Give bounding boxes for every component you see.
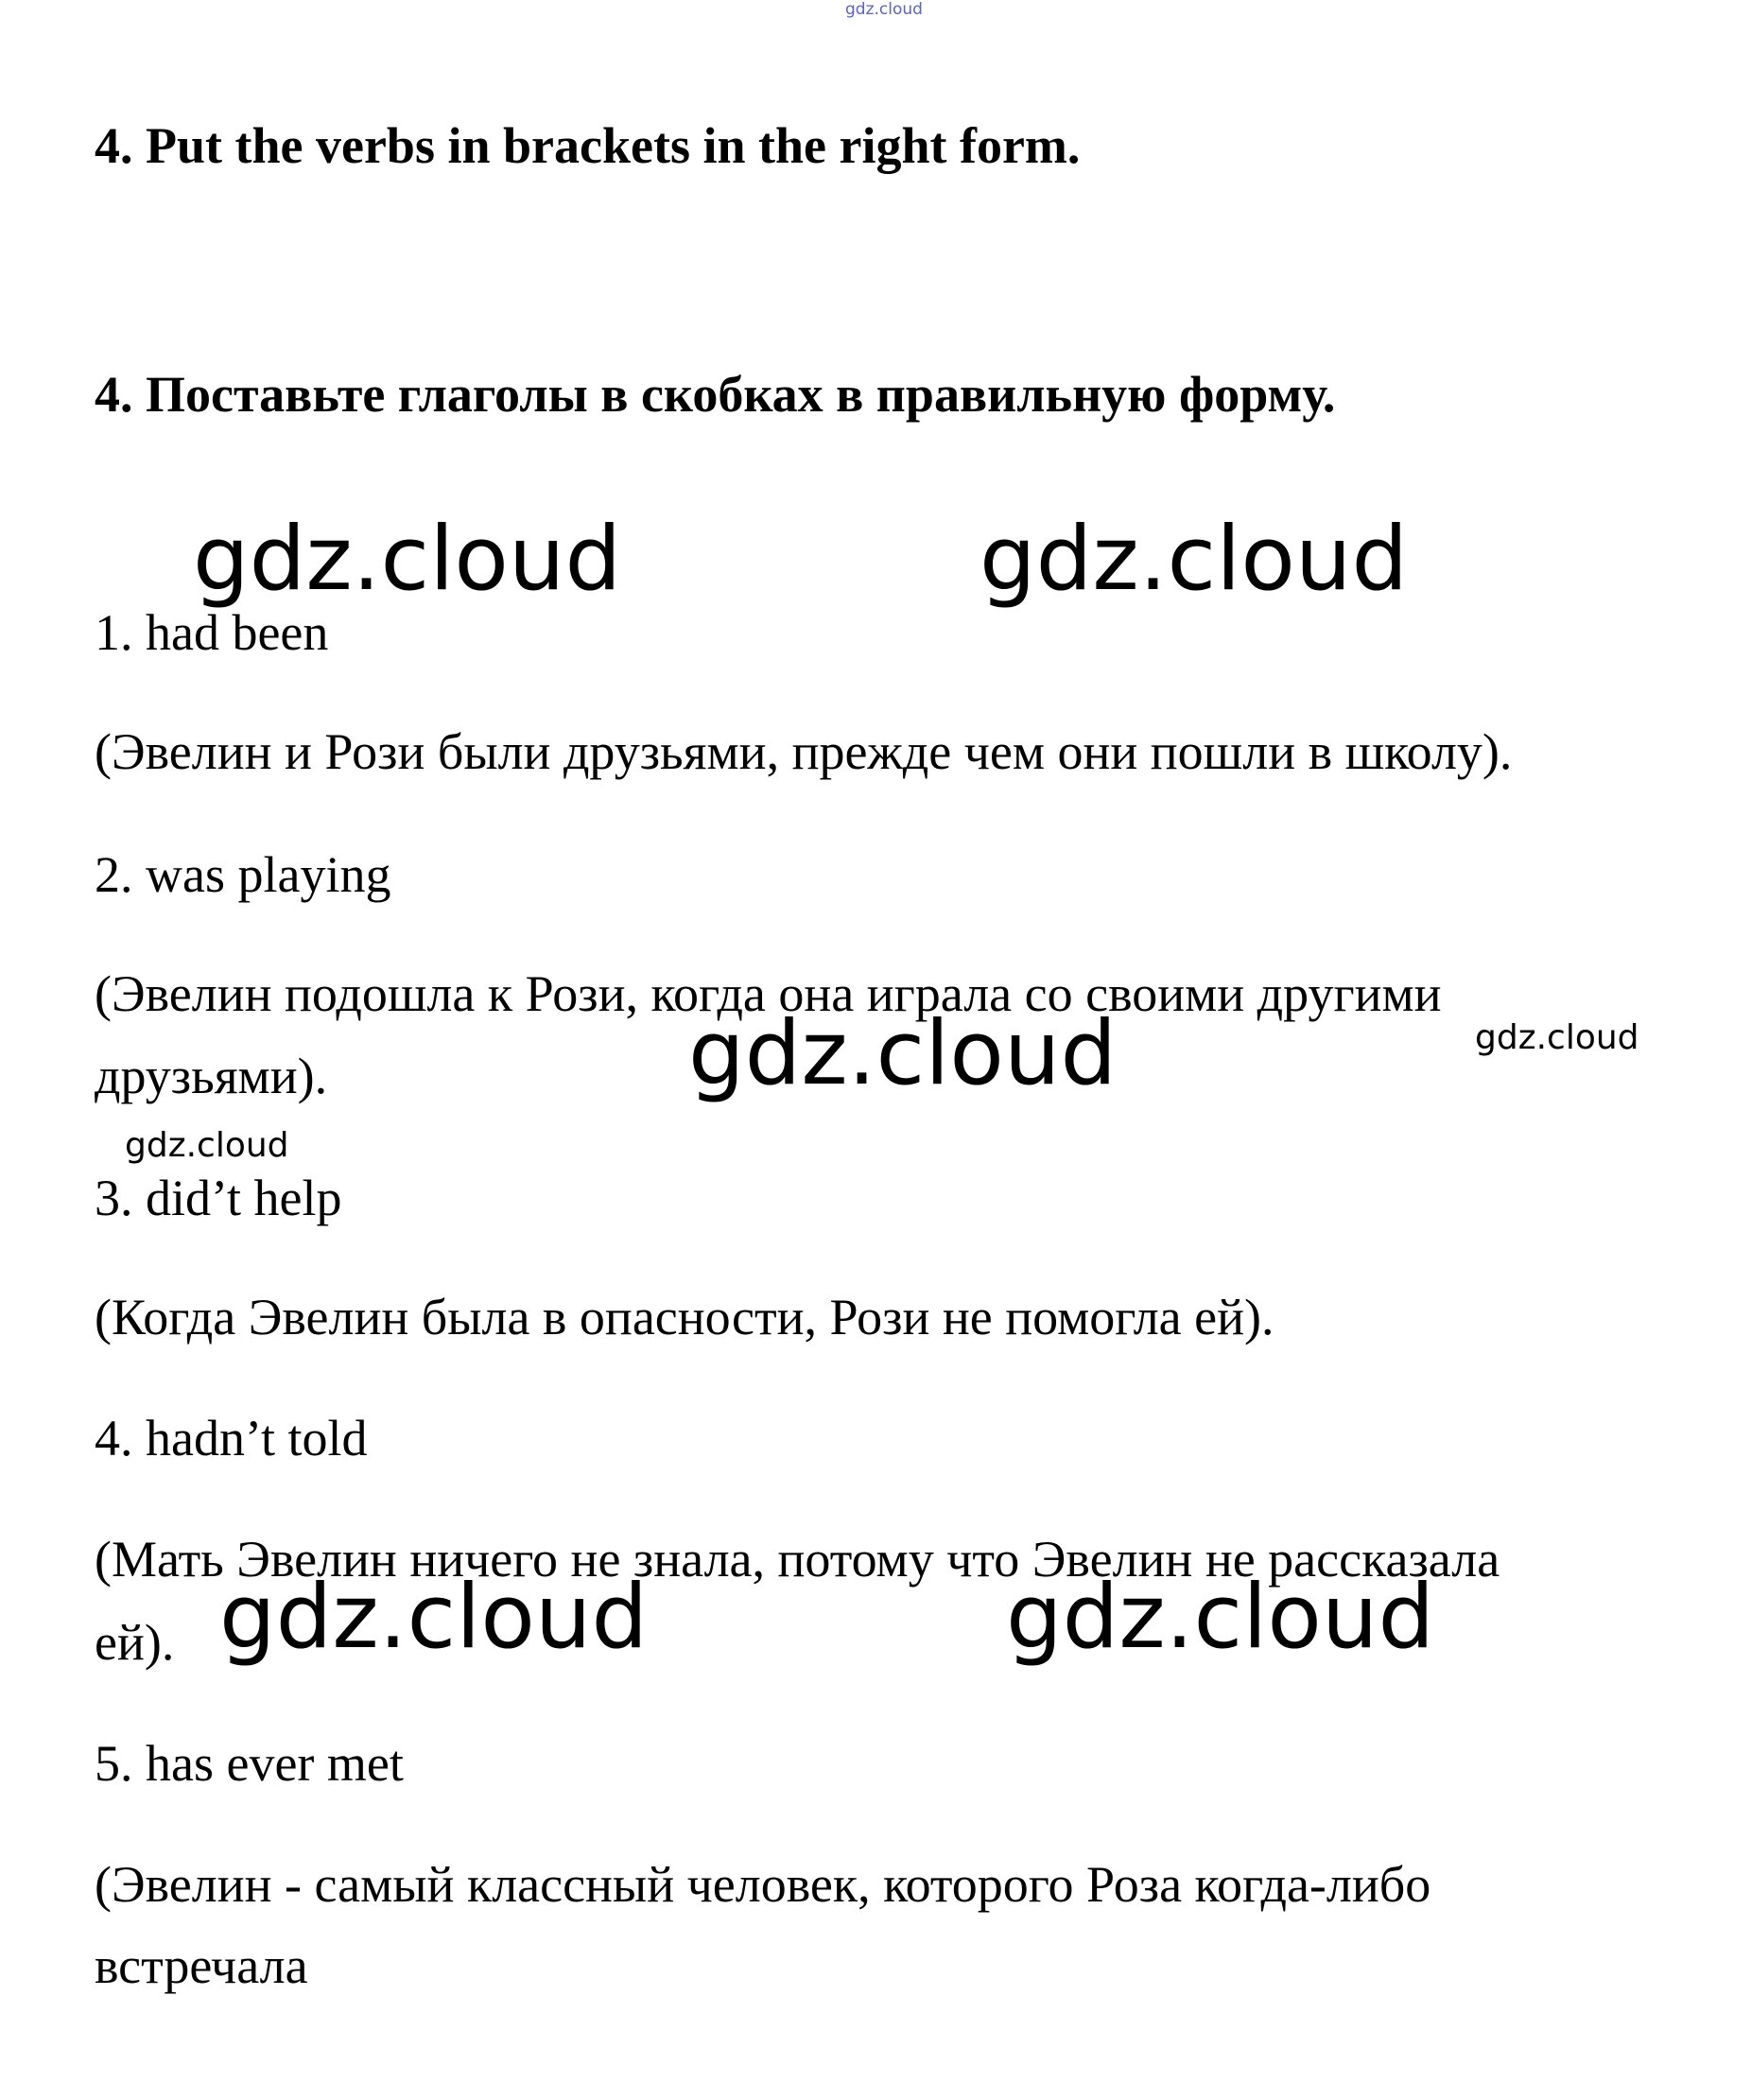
task-title-russian: 4. Поставьте глаголы в скобках в правильную форму. bbox=[95, 366, 1336, 423]
watermark-top: gdz.cloud bbox=[845, 0, 923, 19]
watermark-large: gdz.cloud bbox=[193, 508, 622, 611]
watermark-large: gdz.cloud bbox=[980, 508, 1409, 611]
watermark-small: gdz.cloud bbox=[1475, 1018, 1639, 1057]
answer-2: 2. was playing bbox=[95, 846, 391, 903]
translation-2-line-2: друзьями). bbox=[95, 1048, 328, 1104]
translation-4-line-1: (Мать Эвелин ничего не знала, потому что Эвелин не рассказала bbox=[95, 1531, 1500, 1588]
watermark-large: gdz.cloud bbox=[219, 1566, 649, 1669]
translation-5-line-2: встречала bbox=[95, 1937, 308, 1994]
translation-4-line-2: ей). bbox=[95, 1614, 175, 1671]
translation-1-line-1: (Эвелин и Рози были друзьями, прежде чем они пошли в школу). bbox=[95, 723, 1513, 780]
answer-5: 5. has ever met bbox=[95, 1735, 404, 1792]
answer-1: 1. had been bbox=[95, 604, 329, 661]
task-title-english: 4. Put the verbs in brackets in the right form. bbox=[95, 117, 1081, 174]
translation-2-line-1: (Эвелин подошла к Рози, когда она играла со своими другими bbox=[95, 965, 1442, 1022]
watermark-large: gdz.cloud bbox=[1006, 1566, 1435, 1669]
watermark-large: gdz.cloud bbox=[688, 1002, 1118, 1105]
translation-5-line-1: (Эвелин - самый классный человек, которого Роза когда-либо bbox=[95, 1856, 1431, 1913]
answer-3: 3. did’t help bbox=[95, 1170, 342, 1226]
answer-4: 4. hadn’t told bbox=[95, 1410, 368, 1467]
watermark-small: gdz.cloud bbox=[125, 1126, 289, 1165]
translation-3-line-1: (Когда Эвелин была в опасности, Рози не помогла ей). bbox=[95, 1289, 1274, 1345]
